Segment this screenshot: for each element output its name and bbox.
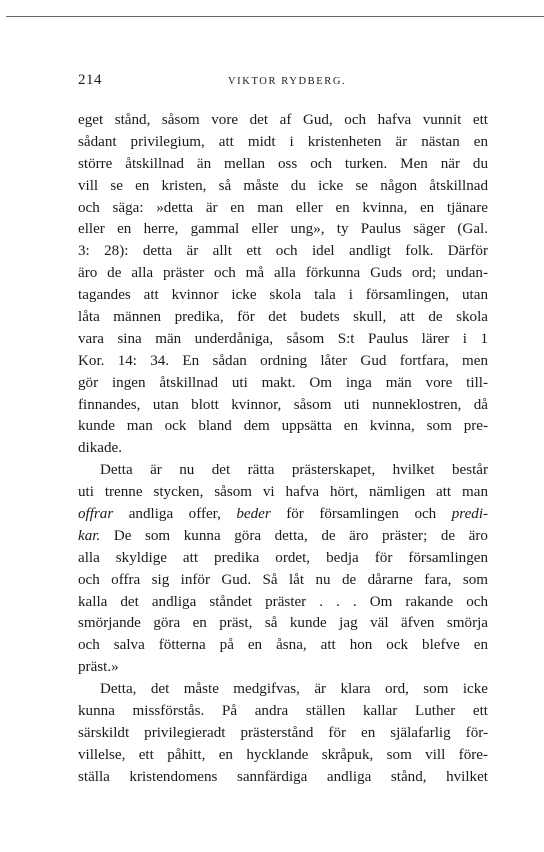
text-line: kunde man ock bland dem uppsätta en kvinna, som pre- (78, 418, 488, 435)
page-header (78, 72, 488, 96)
text-line: Detta är nu det rätta prästerskapet, hvilket består (100, 462, 488, 479)
text-line: dikade. (78, 440, 123, 457)
text-line: låta männen predika, för det budets skull, att de skola (78, 309, 488, 326)
text-line: eller en herre, gammal eller ung», ty Paulus säger (Gal. (78, 221, 488, 238)
italic-word: predi- (451, 506, 489, 523)
text-line: vara sina män underdåniga, såsom S:t Paulus lärer i 1 (78, 330, 488, 347)
text-line: större åtskillnad än mellan oss och turken. Men när du (78, 155, 488, 172)
text-line: kalla det andliga ståndet präster . . . Om rakande och (78, 593, 488, 610)
text-line: och offra sig inför Gud. Så låt nu de dårarne fara, som (78, 571, 488, 588)
text-line: tagandes att kvinnor icke skola tala i församlingen, utan (78, 287, 488, 304)
text-line: offrar andliga offer, beder för församlingen och predi- (78, 506, 489, 523)
text-line: 3: 28): detta är allt ett och idel andligt folk. Därför (78, 243, 488, 260)
text-line: kar. De som kunna göra detta, de äro präster; de äro (78, 527, 488, 544)
text-line: Detta, det måste medgifvas, är klara ord, som icke (100, 681, 488, 698)
text-line: och säga: »detta är en man eller en kvinna, en tjänare (78, 199, 488, 216)
body-text (78, 110, 488, 789)
italic-word: kar. (78, 527, 101, 544)
text-line: och salva fötterna på en åsna, att hon ock blefve en (78, 637, 488, 654)
top-rule (6, 16, 544, 17)
text-line: kunna missförstås. På andra ställen kallar Luther ett (78, 703, 488, 720)
italic-word: beder (236, 506, 271, 523)
text-line: sådant privilegium, att midt i kristenheten är nästan en (78, 133, 488, 150)
text-line: eget stånd, såsom vore det af Gud, och hafva vunnit ett (78, 112, 488, 128)
text-line: finnandes, utan blott kvinnor, såsom uti nunneklostren, då (78, 396, 488, 413)
text-line: ställa kristendomens sannfärdiga andliga stånd, hvilket (78, 768, 488, 785)
text-line: äro de alla präster och må alla förkunna Guds ord; undan- (78, 265, 488, 282)
text-line: villelse, ett påhitt, en hycklande skråpuk, som vill före- (78, 746, 488, 763)
running-head: VIKTOR RYDBERG. (228, 76, 347, 87)
text-line: uti trenne stycken, såsom vi hafva hört, nämligen att man (78, 484, 488, 501)
text-line: särskildt privilegieradt prästerstånd för en själafarlig för- (78, 724, 488, 741)
italic-word: offrar (78, 506, 114, 523)
text-line: vill se en kristen, så måste du icke se någon åtskillnad (78, 177, 488, 194)
text-line: Kor. 14: 34. En sådan ordning låter Gud fortfara, men (78, 352, 488, 369)
text-line: präst.» (78, 659, 119, 676)
book-page (78, 72, 488, 789)
text-line: smörjande göra en präst, så kunde jag väl äfven smörja (78, 615, 488, 632)
text-line: alla skyldige att predika ordet, bedja för församlingen (78, 549, 488, 566)
text-line: gör ingen åtskillnad uti makt. Om inga män vore till- (78, 374, 488, 391)
page-number: 214 (78, 72, 102, 88)
